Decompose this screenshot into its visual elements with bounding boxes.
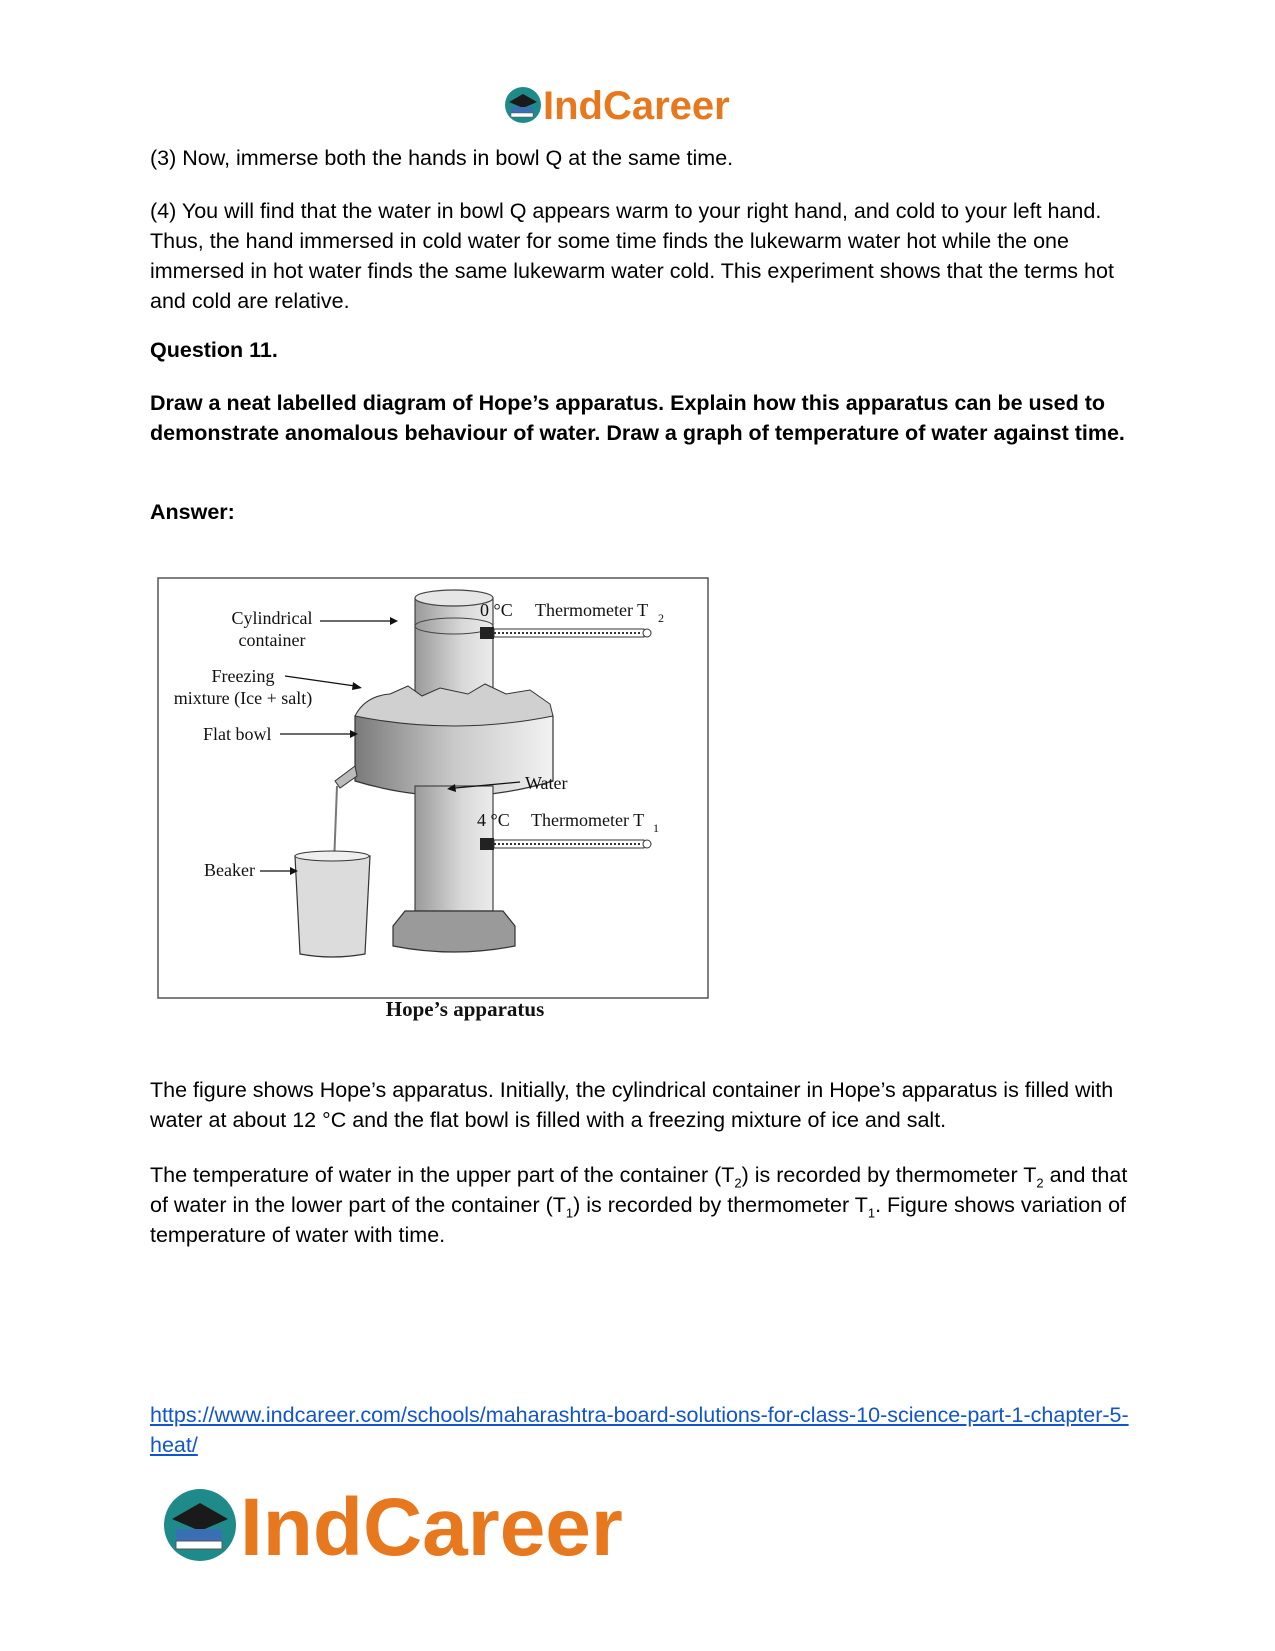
body-paragraph-2 [150, 1160, 1130, 1250]
label-t2-subscript: 2 [658, 611, 664, 625]
body-paragraph-2-part-a: The temperature of water in the upper part of the container (T [150, 1163, 735, 1187]
beaker [295, 856, 370, 957]
body-paragraph-1: The figure shows Hope’s apparatus. Initially, the cylindrical container in Hope’s apparatus is filled with water at about 12 °C and the flat bowl is filled with a freezing mixture of ice and salt. [150, 1078, 1114, 1132]
indcareer-logo-bottom [160, 1475, 700, 1575]
label-freezing: Freezing [211, 666, 275, 686]
answer-label: Answer: [150, 500, 235, 524]
body-paragraph-2-part-d: ) is recorded by thermometer T [573, 1193, 868, 1217]
hopes-apparatus-figure [150, 576, 730, 1046]
thermometer-t2 [494, 629, 644, 637]
subscript-2a: 2 [734, 1175, 742, 1191]
label-container: container [238, 630, 306, 650]
subscript-2b: 2 [1036, 1175, 1044, 1191]
label-t1-name: Thermometer T [531, 810, 645, 830]
thermometer-t1 [494, 840, 644, 848]
label-cylindrical: Cylindrical [231, 608, 313, 628]
figure-caption: Hope’s apparatus [385, 997, 545, 1021]
footer-url-link[interactable]: https://www.indcareer.com/schools/maharashtra-board-solutions-for-class-10-science-part-1-chapter-5-heat/ [150, 1403, 1129, 1457]
label-t1-temp: 4 °C [477, 810, 510, 830]
label-freezing-mixture: mixture (Ice + salt) [173, 688, 313, 708]
label-t2-temp: 0 °C [480, 600, 513, 620]
paragraph-step-3: (3) Now, immerse both the hands in bowl Q at the same time. [150, 146, 734, 170]
label-t1-subscript: 1 [653, 821, 659, 835]
logo-text: IndCareer [543, 84, 730, 128]
label-beaker: Beaker [204, 860, 255, 880]
body-paragraph-2-part-b: ) is recorded by thermometer T [741, 1163, 1037, 1187]
apparatus-base [393, 911, 515, 952]
indcareer-logo-top [503, 80, 773, 130]
thermometer-t1-bulb-end [480, 838, 494, 850]
label-t2-name: Thermometer T [535, 600, 649, 620]
paragraph-step-4: (4) You will find that the water in bowl Q appears warm to your right hand, and cold to your left hand. Thus, the hand immersed in cold water for some time finds the lukewarm water hot while the one immersed in hot water finds the same lukewarm water cold. This experiment shows that the terms hot and cold are relative. [150, 199, 1114, 313]
label-flat-bowl: Flat bowl [203, 724, 272, 744]
logo-text-large: IndCareer [240, 1482, 623, 1573]
question-text: Draw a neat labelled diagram of Hope’s apparatus. Explain how this apparatus can be used to demonstrate anomalous behaviour of water. Draw a graph of temperature of water against time. [150, 391, 1125, 445]
question-title: Question 11. [150, 338, 278, 362]
label-water: Water [525, 773, 568, 793]
subscript-1a: 1 [565, 1205, 574, 1221]
thermometer-t2-bulb-end [480, 627, 494, 639]
body-paragraph-2-part-c: and that of water in the lower part of the container (T [150, 1163, 1128, 1217]
body-paragraph-2-part-e: . Figure shows variation of temperature of water with time. [150, 1193, 1127, 1247]
subscript-1b: 1 [867, 1205, 876, 1221]
